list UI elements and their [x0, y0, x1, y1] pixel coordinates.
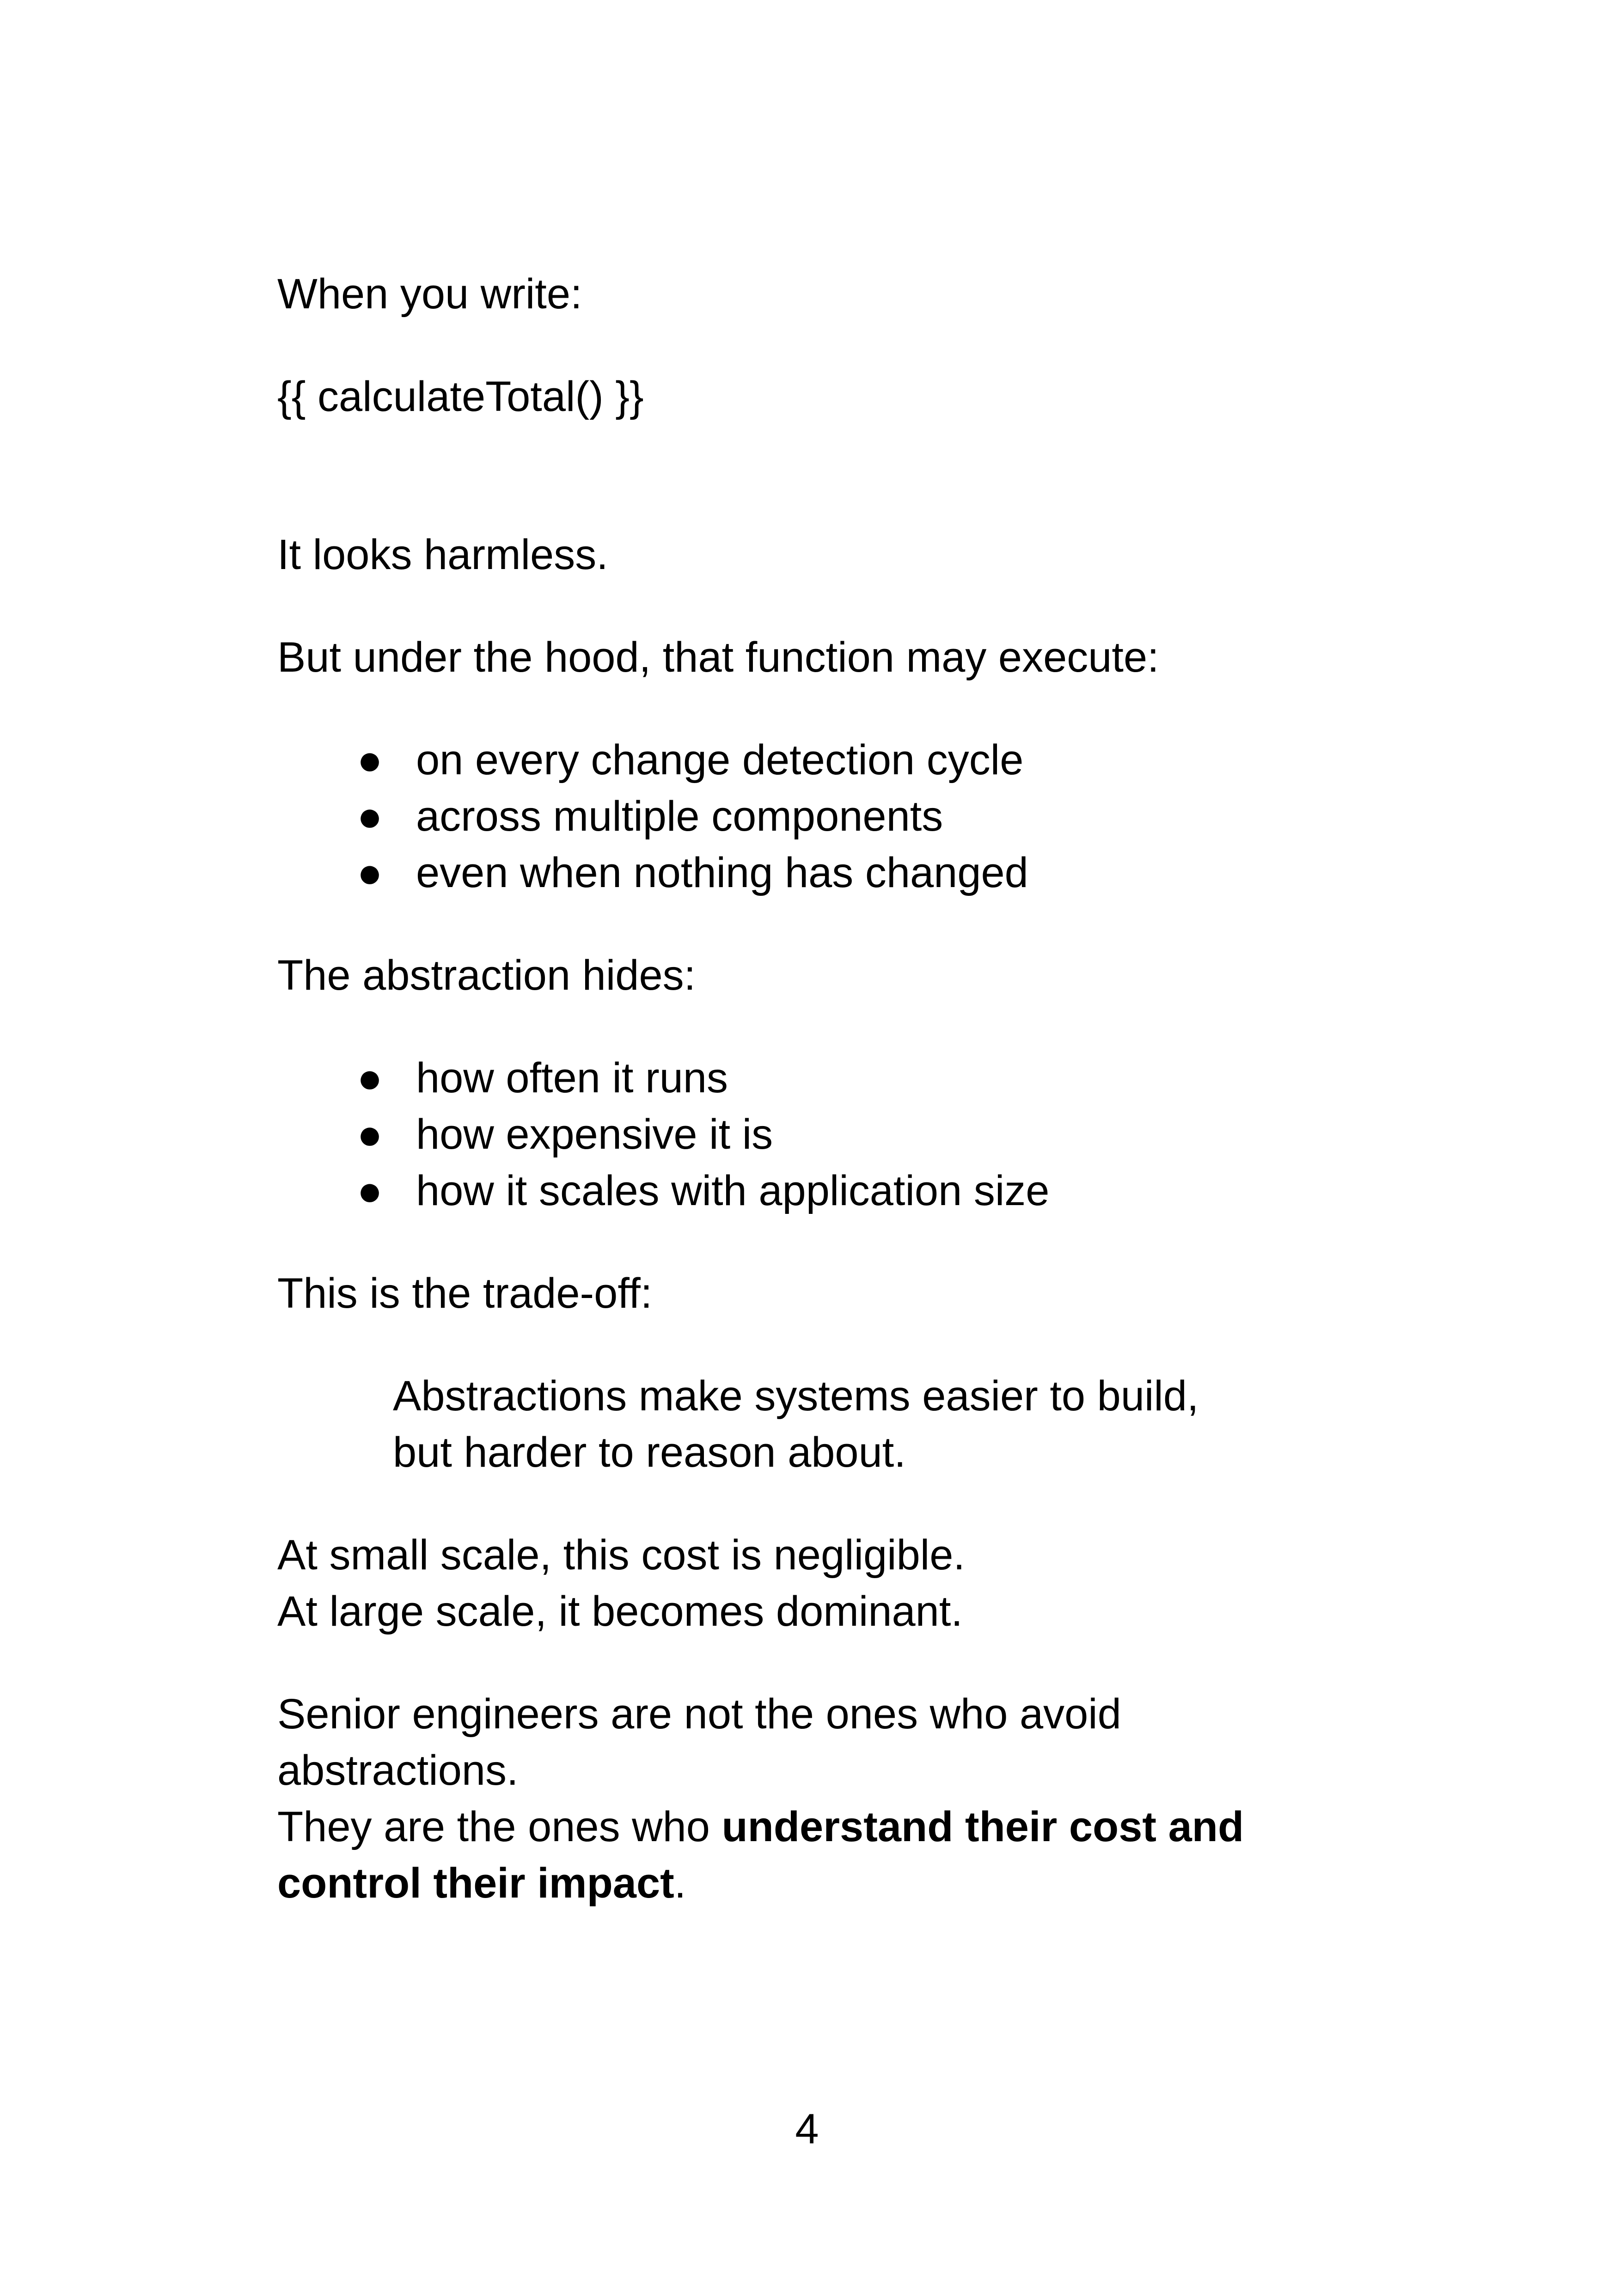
quote-line: Abstractions make systems easier to build,: [393, 1372, 1199, 1420]
conclusion-suffix: .: [674, 1860, 686, 1907]
conclusion-line: [277, 1799, 1340, 1855]
under-hood-text: But under the hood, that function may execute:: [277, 634, 1159, 681]
senior-line: Senior engineers are not the ones who avoid: [277, 1690, 1121, 1738]
list-item-text: even when nothing has changed: [416, 849, 1028, 896]
page-number: 4: [795, 2106, 819, 2153]
bullet-icon: ●: [357, 1167, 383, 1214]
list-item-text: how often it runs: [416, 1054, 728, 1102]
conclusion-line: [277, 1855, 1340, 1911]
execute-list: [277, 732, 1340, 901]
list-item: [277, 1106, 1340, 1163]
list-item: [277, 845, 1340, 901]
conclusion-prefix: They are the ones who: [277, 1803, 722, 1850]
code-example: {{ calculateTotal() }}: [277, 373, 644, 420]
page-content: [277, 266, 1340, 1911]
scale-paragraph: [277, 1527, 1340, 1640]
harmless-text: It looks harmless.: [277, 531, 608, 578]
list-item-text: on every change detection cycle: [416, 736, 1024, 784]
scale-line: At small scale, this cost is negligible.: [277, 1531, 965, 1579]
list-item: [277, 1050, 1340, 1106]
bullet-icon: ●: [357, 793, 383, 840]
senior-line: abstractions.: [277, 1747, 519, 1794]
list-item: [277, 788, 1340, 845]
conclusion-emphasis: understand their cost and: [721, 1803, 1244, 1850]
tradeoff-quote: [277, 1368, 1340, 1481]
list-item-text: how it scales with application size: [416, 1167, 1050, 1214]
list-item: [277, 1163, 1340, 1219]
bullet-icon: ●: [357, 1054, 383, 1102]
tradeoff-intro-text: This is the trade-off:: [277, 1270, 653, 1317]
hides-list: [277, 1050, 1340, 1219]
quote-line: but harder to reason about.: [393, 1429, 906, 1476]
conclusion-paragraph: [277, 1686, 1340, 1911]
bullet-icon: ●: [357, 849, 383, 896]
scale-line: At large scale, it becomes dominant.: [277, 1588, 963, 1635]
bullet-icon: ●: [357, 1111, 383, 1158]
intro-text: When you write:: [277, 270, 582, 318]
hides-intro-text: The abstraction hides:: [277, 952, 696, 999]
conclusion-emphasis: control their impact: [277, 1860, 674, 1907]
list-item: [277, 732, 1340, 788]
list-item-text: across multiple components: [416, 793, 943, 840]
list-item-text: how expensive it is: [416, 1111, 773, 1158]
bullet-icon: ●: [357, 736, 383, 784]
